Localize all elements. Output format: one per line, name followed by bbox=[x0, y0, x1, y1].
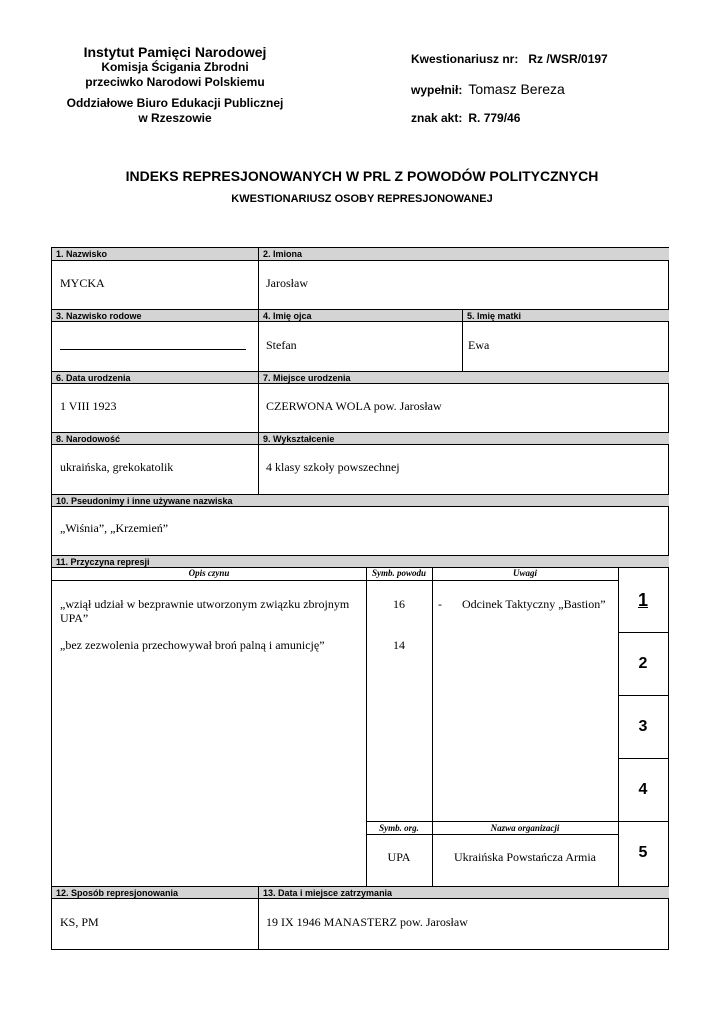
act-1-symbol: 16 bbox=[393, 597, 405, 611]
main-title: INDEKS REPRESJONOWANYCH W PRL Z POWODÓW POLITYCZNYCH bbox=[125, 168, 599, 184]
institution-header bbox=[50, 44, 300, 126]
education-value: 4 klasy szkoły powszechnej bbox=[266, 460, 400, 474]
col-notes-header: Uwagi bbox=[512, 568, 537, 578]
file-label: znak akt: bbox=[411, 111, 463, 125]
col-org-name-header: Nazwa organizacji bbox=[490, 823, 560, 833]
org-name: Ukraińska Powstańcza Armia bbox=[454, 850, 596, 864]
file-value: R. 779/46 bbox=[468, 111, 521, 125]
questionnaire-value: Rz /WSR/0197 bbox=[528, 52, 608, 66]
arrest-label: 13. Data i miejsce zatrzymania bbox=[258, 886, 669, 899]
box-number-5: 5 bbox=[638, 844, 648, 861]
pseudonyms-label: 10. Pseudonimy i inne używane nazwiska bbox=[52, 494, 669, 507]
file-reference bbox=[411, 111, 520, 125]
nationality-value: ukraińska, grekokatolik bbox=[60, 460, 174, 474]
act-2-description: „bez zezwolenia przechowywał broń palną i amunicję” bbox=[60, 638, 325, 652]
questionnaire-label: Kwestionariusz nr: bbox=[411, 52, 519, 66]
org-symbol: UPA bbox=[387, 850, 411, 864]
mother-label: 5. Imię matki bbox=[462, 309, 669, 322]
pseudonyms-value: „Wiśnia”, „Krzemień” bbox=[60, 521, 169, 535]
birth-place-label: 7. Miejsce urodzenia bbox=[258, 371, 669, 384]
commission-line1: Komisja Ścigania Zbrodni bbox=[101, 60, 249, 74]
col-org-symbol-header: Symb. org. bbox=[379, 823, 419, 833]
arrest-value: 19 IX 1946 MANASTERZ pow. Jarosław bbox=[266, 915, 468, 929]
method-label: 12. Sposób represjonowania bbox=[52, 886, 258, 899]
family-name-label: 3. Nazwisko rodowe bbox=[52, 309, 258, 322]
filled-label: wypełnił: bbox=[411, 83, 463, 97]
act-2-symbol: 14 bbox=[393, 638, 405, 652]
nationality-label: 8. Narodowość bbox=[52, 432, 258, 445]
father-value: Stefan bbox=[266, 338, 297, 352]
box-number-3: 3 bbox=[638, 718, 648, 735]
education-label: 9. Wykształcenie bbox=[258, 432, 669, 445]
col-symbol-header: Symb. powodu bbox=[371, 568, 426, 578]
birth-place-value: CZERWONA WOLA pow. Jarosław bbox=[266, 399, 442, 413]
names-label: 2. Imiona bbox=[258, 248, 669, 261]
reason-label: 11. Przyczyna represji bbox=[52, 555, 669, 568]
questionnaire-form bbox=[51, 247, 669, 950]
surname-label: 1. Nazwisko bbox=[52, 248, 258, 261]
box-number-2: 2 bbox=[638, 655, 648, 672]
family-name-blank bbox=[60, 349, 246, 350]
act-1-description: „wziął udział w bezprawnie utworzonym związku zbrojnym UPA” bbox=[60, 597, 350, 625]
father-label: 4. Imię ojca bbox=[258, 309, 462, 322]
names-value: Jarosław bbox=[266, 276, 308, 290]
birth-date-value: 1 VIII 1923 bbox=[60, 399, 117, 413]
office-line1: Oddziałowe Biuro Edukacji Publicznej bbox=[66, 96, 284, 110]
commission-line2: przeciwko Narodowi Polskiemu bbox=[85, 75, 265, 89]
method-value: KS, PM bbox=[60, 915, 99, 929]
sub-title: KWESTIONARIUSZ OSOBY REPRESJONOWANEJ bbox=[231, 193, 493, 205]
act-1-note: Odcinek Taktyczny „Bastion” bbox=[462, 597, 606, 611]
office-line2: w Rzeszowie bbox=[138, 111, 212, 125]
col-act-header: Opis czynu bbox=[188, 568, 230, 578]
act-1-note-dash: - bbox=[438, 597, 442, 611]
box-number-4: 4 bbox=[638, 781, 648, 798]
box-number-1: 1 bbox=[637, 590, 648, 610]
institute-name: Instytut Pamięci Narodowej bbox=[83, 44, 267, 60]
filled-value: Tomasz Bereza bbox=[468, 81, 565, 97]
birth-date-label: 6. Data urodzenia bbox=[52, 371, 258, 384]
surname-value: MYCKA bbox=[60, 276, 105, 290]
mother-value: Ewa bbox=[468, 338, 490, 352]
questionnaire-number bbox=[411, 52, 608, 66]
filled-by bbox=[411, 81, 565, 97]
